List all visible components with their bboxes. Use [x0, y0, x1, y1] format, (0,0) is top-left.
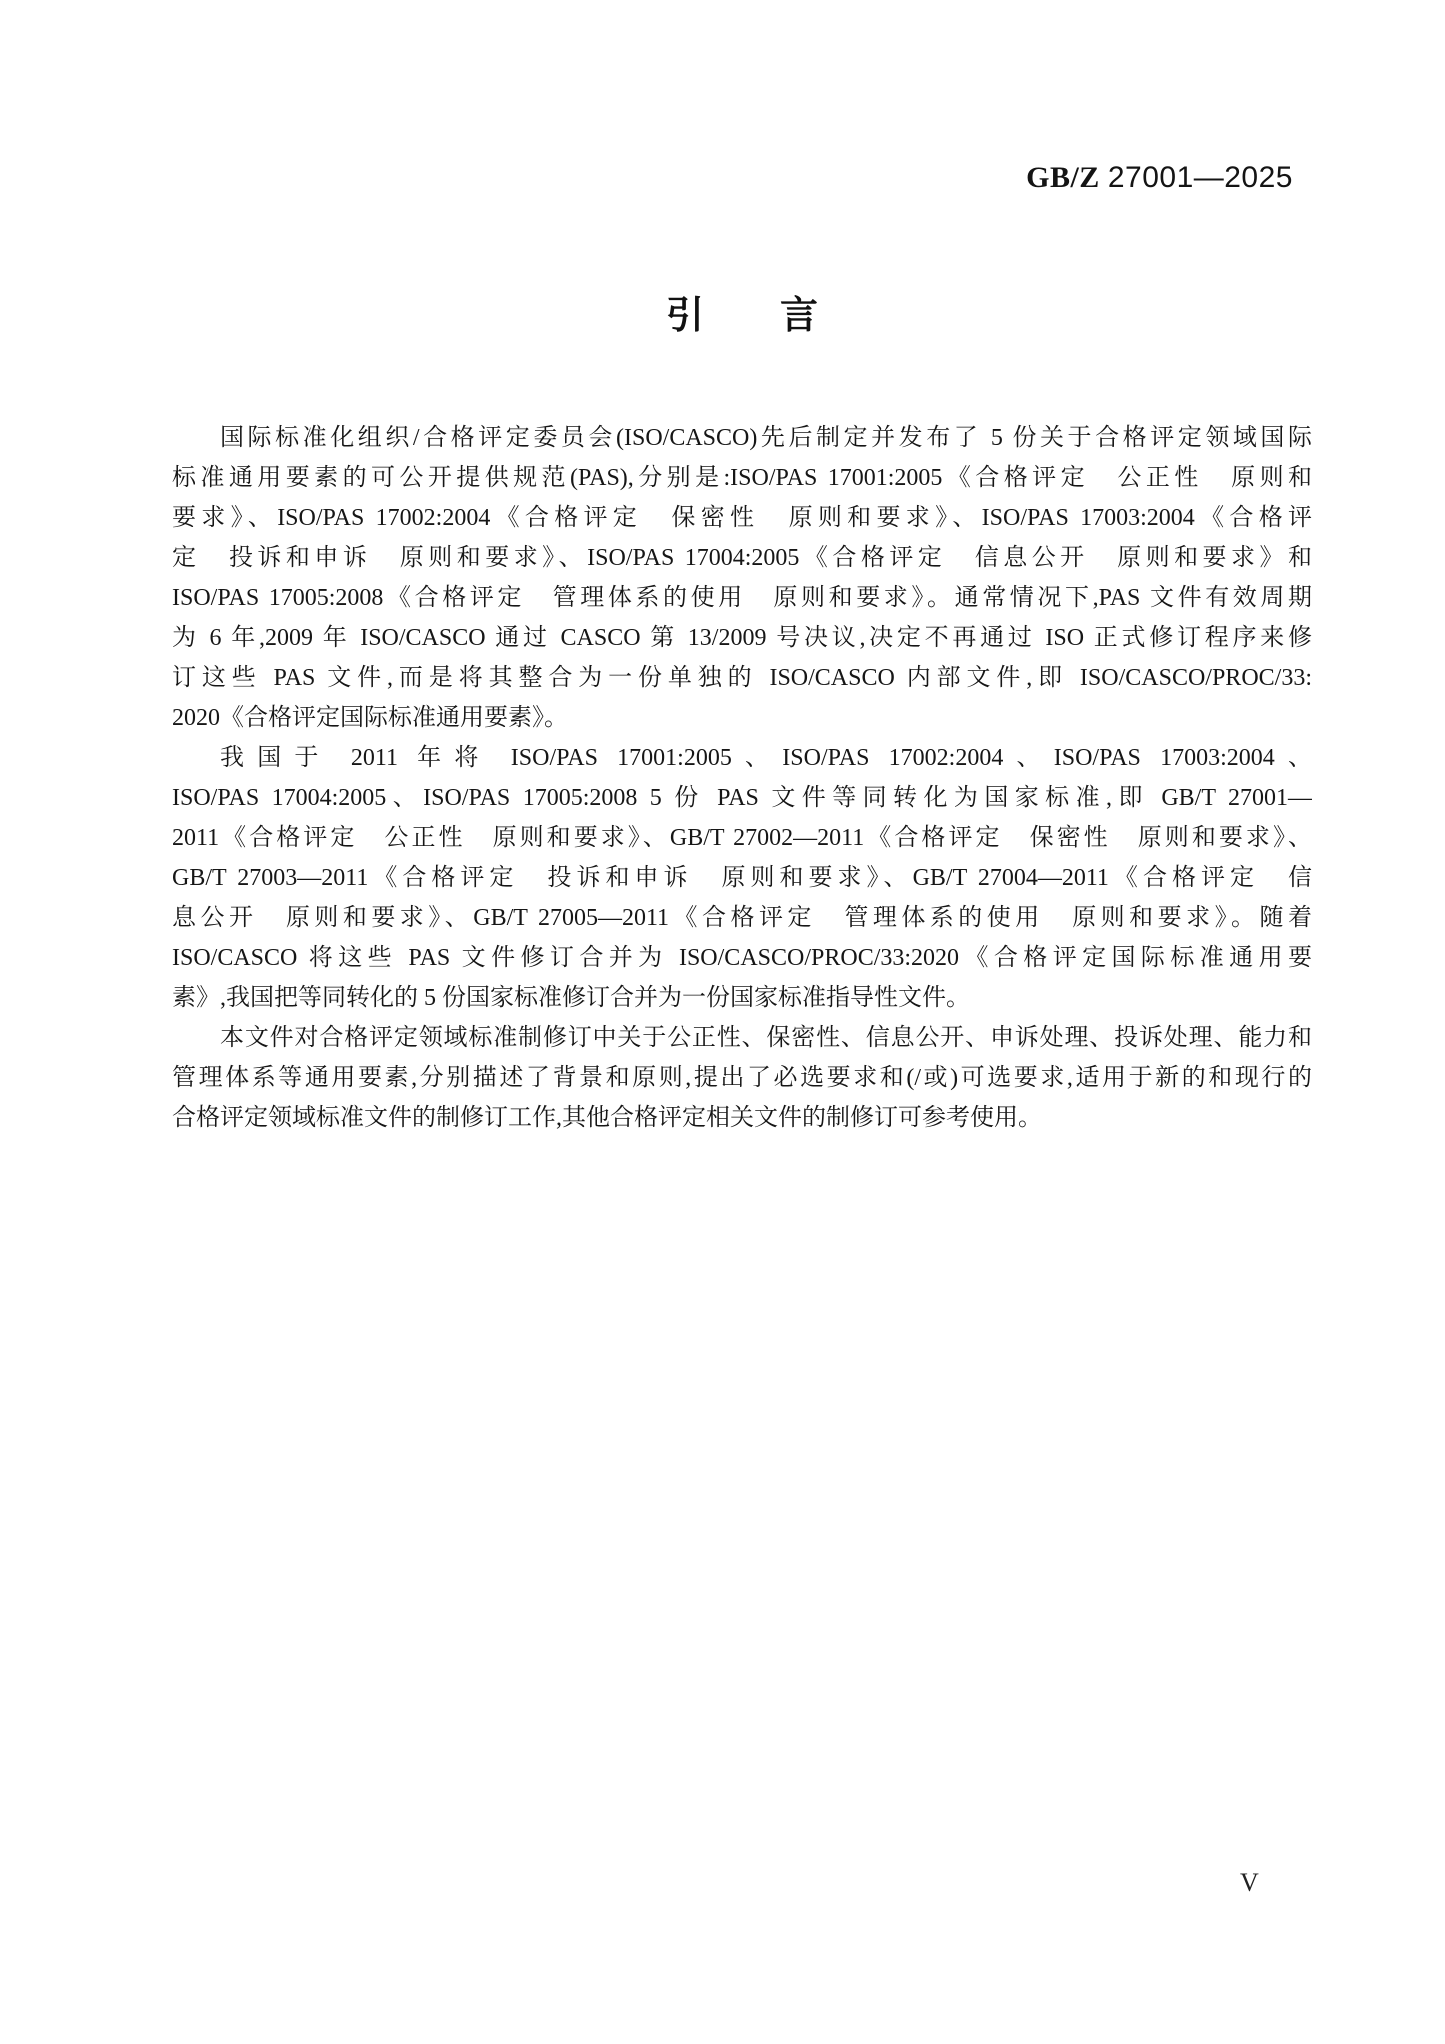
- text-line: ISO/PAS 17005:2008《合格评定 管理体系的使用 原则和要求》。通常情况下,PAS 文件有效周期: [172, 585, 1312, 611]
- standard-code-header: [1026, 162, 1293, 194]
- text-line: GB/T 27003—2011《合格评定 投诉和申诉 原则和要求》、GB/T 27004—2011《合格评定 信: [172, 865, 1312, 891]
- paragraph: [172, 1018, 1312, 1138]
- body-text: [172, 418, 1312, 1138]
- text-line: ISO/CASCO 将这些 PAS 文件修订合并为 ISO/CASCO/PROC/33:2020《合格评定国际标准通用要: [172, 945, 1312, 971]
- text-line: 2020《合格评定国际标准通用要素》。: [172, 705, 568, 731]
- text-line: 本文件对合格评定领域标准制修订中关于公正性、保密性、信息公开、申诉处理、投诉处理、能力和: [220, 1025, 1312, 1051]
- text-line: 要求》、ISO/PAS 17002:2004《合格评定 保密性 原则和要求》、ISO/PAS 17003:2004《合格评: [172, 505, 1312, 531]
- page-number: V: [1240, 1868, 1259, 1897]
- text-line: 国际标准化组织/合格评定委员会(ISO/CASCO)先后制定并发布了 5 份关于合格评定领域国际: [220, 425, 1312, 451]
- text-line: 为 6 年,2009 年 ISO/CASCO 通过 CASCO 第 13/2009 号决议,决定不再通过 ISO 正式修订程序来修: [172, 625, 1312, 651]
- text-line: ISO/PAS 17004:2005、ISO/PAS 17005:2008 5 份 PAS 文件等同转化为国家标准,即 GB/T 27001—: [172, 785, 1312, 811]
- text-line: 息公开 原则和要求》、GB/T 27005—2011《合格评定 管理体系的使用 原则和要求》。随着: [172, 905, 1312, 931]
- text-line: 2011《合格评定 公正性 原则和要求》、GB/T 27002—2011《合格评定 保密性 原则和要求》、: [172, 825, 1312, 851]
- standard-code-prefix: GB/Z: [1026, 161, 1100, 194]
- text-line: 我国于 2011 年将 ISO/PAS 17001:2005、ISO/PAS 17002:2004、ISO/PAS 17003:2004、: [220, 745, 1312, 771]
- standard-code-number: 27001—2025: [1107, 161, 1293, 194]
- text-line: 定 投诉和申诉 原则和要求》、ISO/PAS 17004:2005《合格评定 信息公开 原则和要求》和: [172, 545, 1312, 571]
- text-line: 标准通用要素的可公开提供规范(PAS),分别是:ISO/PAS 17001:2005《合格评定 公正性 原则和: [172, 465, 1312, 491]
- paragraph: [172, 418, 1312, 738]
- text-line: 素》,我国把等同转化的 5 份国家标准修订合并为一份国家标准指导性文件。: [172, 985, 970, 1011]
- page-title: 引 言: [665, 295, 818, 337]
- text-line: 订这些 PAS 文件,而是将其整合为一份单独的 ISO/CASCO 内部文件,即 ISO/CASCO/PROC/33:: [172, 665, 1312, 691]
- text-line: 合格评定领域标准文件的制修订工作,其他合格评定相关文件的制修订可参考使用。: [172, 1105, 1042, 1131]
- paragraph: [172, 738, 1312, 1018]
- text-line: 管理体系等通用要素,分别描述了背景和原则,提出了必选要求和(/或)可选要求,适用于新的和现行的: [172, 1065, 1312, 1091]
